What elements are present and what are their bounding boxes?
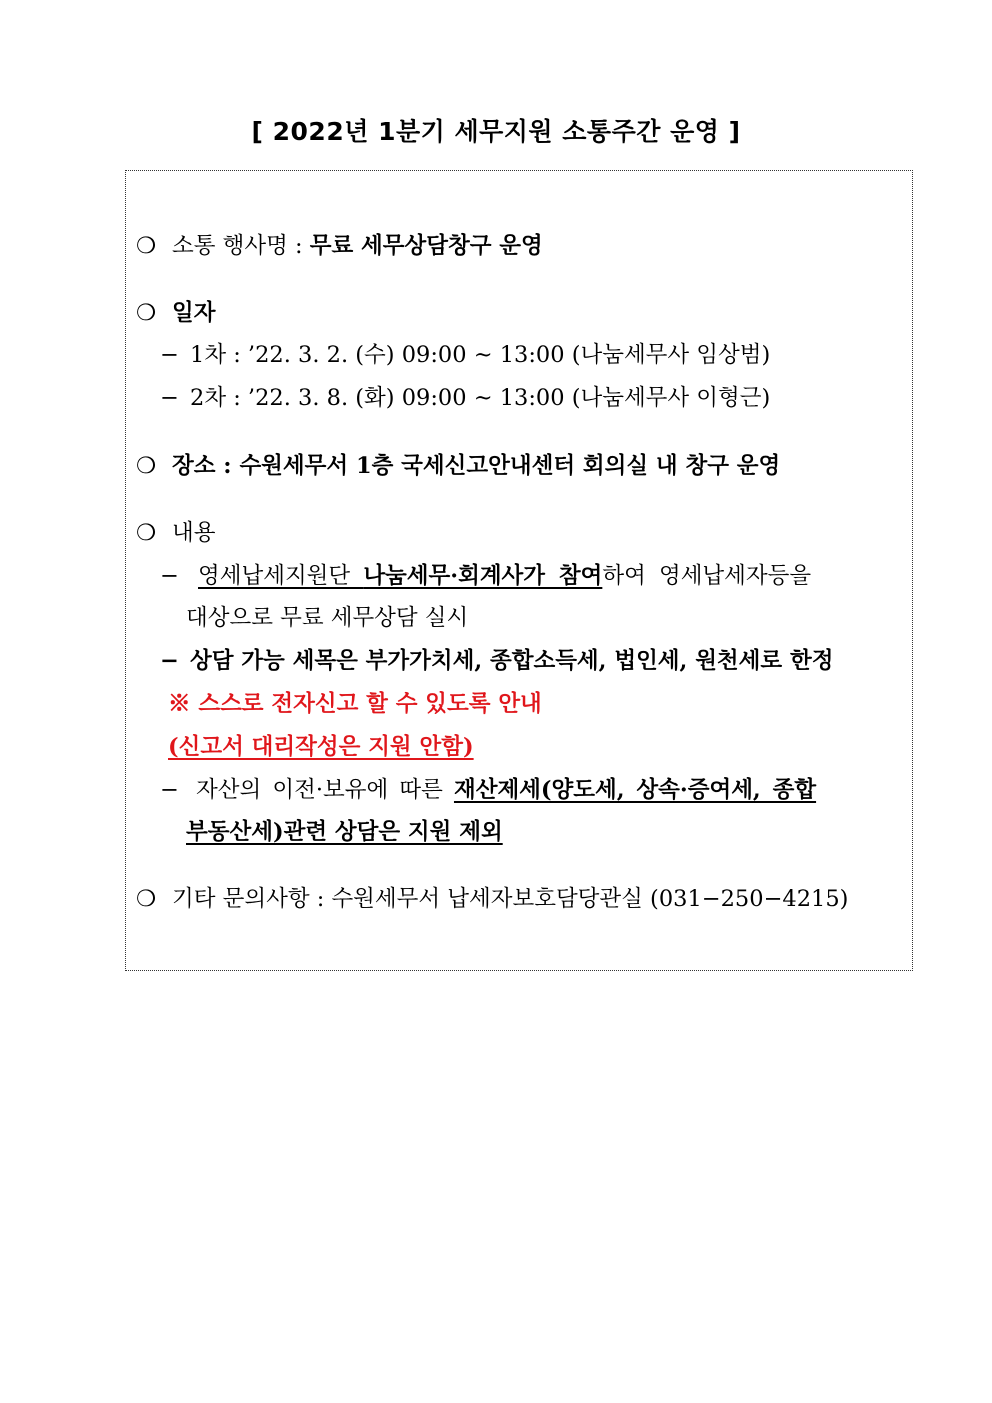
event-label: 소통 행사명 :	[172, 233, 310, 259]
dash-icon: −	[160, 342, 179, 368]
schedule-item-text: 1차 : ’22. 3. 2. (수) 09:00 ~ 13:00 (나눔세무사 임상범)	[190, 342, 771, 368]
content-item-1-part-2: 나눔세무·회계사가 참여	[363, 563, 603, 589]
content-label: 내용	[172, 520, 216, 546]
content-item-3-part-1: 자산의 이전·보유에 따른	[196, 777, 454, 803]
dash-icon: −	[160, 385, 179, 411]
document-title: [ 2022년 1분기 세무지원 소통주간 운영 ]	[251, 117, 741, 146]
content-item-3-line-2: 부동산세)관련 상담은 지원 제외	[186, 819, 503, 845]
location-row	[136, 451, 780, 481]
bullet-icon: ❍	[136, 520, 157, 546]
content-box	[125, 170, 913, 971]
content-heading	[136, 518, 215, 548]
schedule-item-1	[160, 340, 770, 370]
location-text: 장소 : 수원세무서 1층 국세신고안내센터 회의실 내 창구 운영	[172, 453, 781, 479]
bullet-icon: ❍	[136, 233, 157, 259]
schedule-label: 일자	[172, 300, 216, 326]
content-item-3-line-1	[160, 775, 816, 805]
notice-line-1: ※ 스스로 전자신고 할 수 있도록 안내	[168, 691, 542, 717]
notice-line-2: (신고서 대리작성은 지원 안함)	[168, 734, 474, 760]
event-value: 무료 세무상담창구 운영	[309, 233, 543, 259]
bullet-icon: ❍	[136, 886, 157, 912]
dash-icon: −	[160, 648, 179, 674]
content-item-3-part-2: 재산제세(양도세, 상속·증여세, 종합	[453, 777, 817, 803]
dash-icon: −	[160, 777, 179, 803]
event-row	[136, 231, 543, 261]
content-item-1-line-2: 대상으로 무료 세무상담 실시	[186, 605, 469, 631]
schedule-heading	[136, 298, 215, 328]
contact-row	[136, 884, 848, 914]
contact-text: 기타 문의사항 : 수원세무서 납세자보호담당관실 (031−250−4215)	[172, 886, 849, 912]
schedule-item-2	[160, 383, 770, 413]
content-item-1-part-1: 영세납세지원단	[198, 563, 364, 589]
content-item-2	[160, 646, 833, 676]
content-item-1-part-3: 하여 영세납세자등을	[602, 563, 812, 589]
content-item-1-line-1	[160, 561, 811, 591]
content-item-2-text: 상담 가능 세목은 부가가치세, 종합소득세, 법인세, 원천세로 한정	[190, 648, 834, 674]
bullet-icon: ❍	[136, 453, 157, 479]
schedule-item-text: 2차 : ’22. 3. 8. (화) 09:00 ~ 13:00 (나눔세무사 이형근)	[190, 385, 771, 411]
dash-icon: −	[160, 563, 179, 589]
bullet-icon: ❍	[136, 300, 157, 326]
